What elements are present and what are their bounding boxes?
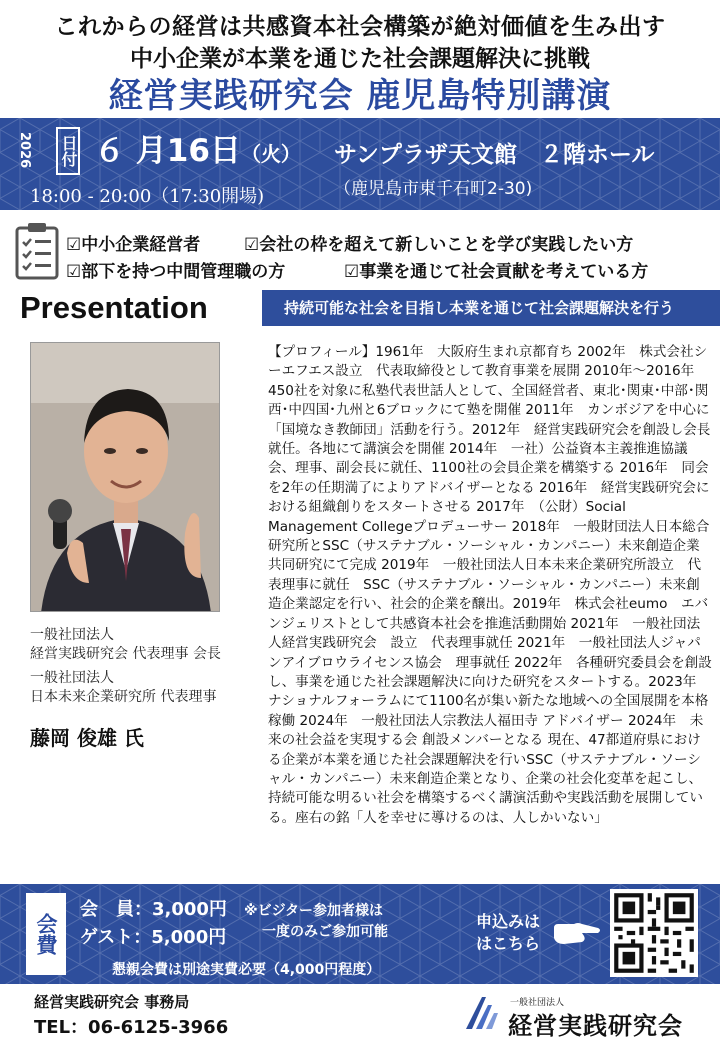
checklist-icon [14, 222, 60, 280]
logo-name: 経営実践研究会 [508, 1012, 683, 1040]
header-line-2: 中小企業が本業を通じた社会課題解決に挑戦 [130, 46, 590, 72]
target-item-3: ☑部下を持つ中間管理職の方 [66, 262, 286, 282]
pointing-hand-icon [552, 918, 602, 948]
speaker-org-2-type: 一般社団法人 [30, 670, 114, 686]
logo-org-type: 一般社団法人 [510, 998, 565, 1008]
apply-text-1: 申込みは [476, 912, 541, 931]
apply-text-2: はこちら [476, 934, 541, 953]
presentation-theme: 持続可能な社会を目指し本業を通じて社会課題解決を行う [262, 290, 720, 326]
header [0, 0, 720, 118]
event-year: 2026 [17, 131, 32, 169]
qr-code[interactable] [610, 889, 698, 977]
event-venue: サンプラザ天文館 ２階ホール [334, 142, 655, 168]
speaker-photo-illustration [31, 343, 220, 612]
apply-text [476, 911, 540, 955]
header-line-1: これからの経営は共感資本社会構築が絶対価値を生み出す [54, 14, 666, 40]
target-item-1: ☑中小企業経営者 [66, 235, 201, 255]
event-date [94, 125, 301, 170]
office-name: 経営実践研究会 事務局 [34, 993, 190, 1011]
speaker-org-2-role: 日本未来企業研究所 代表理事 [30, 689, 217, 705]
fee-label: 会費 [26, 893, 66, 975]
speaker-photo [30, 342, 220, 612]
qr-code-image [610, 889, 698, 977]
date-label: 日付 [56, 127, 80, 175]
page-title: 経営実践研究会 鹿児島特別講演 [108, 76, 612, 116]
event-address: （鹿児島市東千石町2-30) [334, 179, 533, 199]
event-time: 18:00 - 20:00（17:30開場) [30, 186, 265, 207]
speaker-org-1-type: 一般社団法人 [30, 627, 114, 643]
event-weekday: （火） [240, 142, 301, 166]
party-fee-note: 懇親会費は別途実費必要（4,000円程度） [112, 962, 381, 978]
speaker-name: 藤岡 俊雄 氏 [30, 726, 144, 750]
event-date-text: ６ 月16日 [94, 133, 241, 169]
fee-member: 会 員：3,000円 [80, 899, 227, 920]
visitor-note-2: 一度のみご参加可能 [262, 924, 388, 940]
target-item-4: ☑事業を通じて社会貢献を考えている方 [344, 262, 649, 282]
presentation-heading: Presentation [20, 290, 208, 325]
speaker-org-1-role: 経営実践研究会 代表理事 会長 [30, 646, 221, 662]
speaker-profile: 【プロフィール】1961年 大阪府生まれ京都育ち 2002年 株式会社シーエフエス設立 代表取締役として教育事業を展開 2010年～2016年 450社を対象に私塾代表世話人として、全国経営者、東北･関東･中部･関西･中四国･九州と6ブロックにて塾を開催 2011年 カンボジアを中心に「国境なき教師団」活動を行う。2012年 経営実践研究会を創設し会長就任。各地にて講演会を開催 2014年 一社）公益資本主義推進協議会、理事、副会長に就任、1100社の会員企業を構築する 2016年 同会を2年の任期満了によりアドバイザーとなる 2016年 経営実践研究会における組織創りをスタートさせる 2017年 （公財）Social Management Collegeプロデューサー 2018年 一般財団法人日本総合研究所とSSC（サステナブル・ソーシャル・カンパニー）未来創造企業共同研究にて完成 2019年 一般社団法人日本未来企業研究所設立 代表理事に就任 SSC（サステナブル・ソーシャル・カンパニー）未来創造企業認定を行い、社会的企業を醸出。2019年 株式会社eumo エバンジェリストとして共感資本社会を推進活動開始 2021年 一般社団法人経営実践研究会 設立 代表理事就任 2021年 一般社団法人ジャパンアイブロウライセンス協会 理事就任 2022年 各種研究委員会を創設し、事業を通じた社会課題解決に向けた研究をスタートする。2023年 ナショナルフォーラムにて1100名が集い新たな地域への全国展開を本格稼働 2024年 一般社団法人宗教法人福田寺 アドバイザー 2024年 未来の社会益を実現する会 創設メンバーとなる 現在、47都道府県における企業が本業を通じた社会課題解決を行いSSC（サステナブル・ソーシャル・カンパニー）未来創造企業となり、企業の社会化変革を起こし、持続可能な明るい社会を構築するべく講演活動や実践活動を展開している。座右の銘「人を幸せに導けるのは、人しかいない」 [268, 344, 712, 826]
logo-mark-icon [462, 993, 502, 1033]
office-tel: TEL：06-6125-3966 [34, 1017, 229, 1038]
target-item-2: ☑会社の枠を超えて新しいことを学び実践したい方 [244, 235, 634, 255]
fee-guest: ゲスト：5,000円 [80, 927, 227, 948]
visitor-note-1: ※ビジター参加者様は [244, 903, 384, 919]
